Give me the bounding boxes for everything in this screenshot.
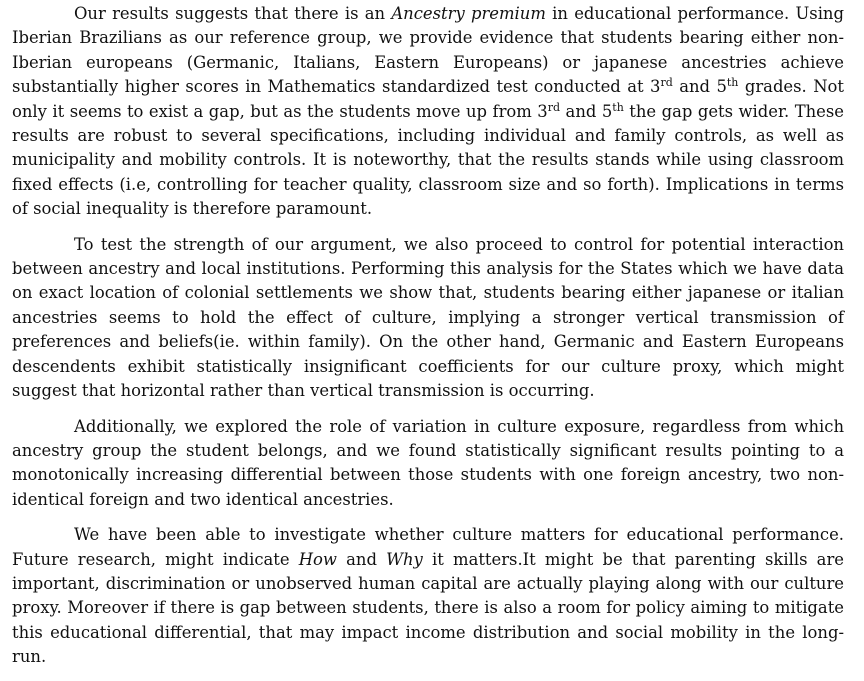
superscript-th: th [612, 100, 624, 114]
superscript-th: th [726, 76, 739, 90]
text-run: the gap gets wider. These results are robust to several specifications, including individual and family controls, as well as municipality and mobility controls. It is noteworthy, that the results stands while using classroom fixed effects (i.e, controlling for teacher quality, classroom size and so forth). Implications in terms of social inequality is therefore paramount. [12, 101, 844, 219]
emphasis-ancestry-premium: Ancestry premium [391, 4, 546, 23]
text-run: it matters.It might be that parenting skills are important, discrimination or unobserved human capital are actually playing along with our culture proxy. Moreover if there is gap between students, there is also a room for policy aiming to mitigate this educational differential, that may impact income distribution and social mobility in the long-run. [12, 549, 844, 667]
text-run: and [336, 549, 387, 569]
text-run: in educational performance. Using Iberian Brazilians as our reference group, we provide evidence that students bearing either non-Iberian europeans (Germanic, Italians, Eastern Europeans) or japanese ancestries achieve substantially higher scores in Mathematics standardized test conducted at 3 [12, 4, 844, 97]
text-run: and 5 [672, 77, 727, 97]
paragraph-ancestry-premium [12, 2, 844, 222]
superscript-rd: rd [660, 76, 673, 90]
emphasis-how: How [298, 549, 337, 569]
paragraph-culture-exposure: Additionally, we explored the role of variation in culture exposure, regardless from which ancestry group the student belongs, and we found statistically significant results pointing to a monotonically increasing differential between those students with one foreign ancestry, two non-identical foreign and two identical ancestries. [12, 416, 844, 509]
text-run: Our results suggests that there is an [74, 4, 392, 23]
paragraph-institutions: To test the strength of our argument, we also proceed to control for potential interaction between ancestry and local institutions. Performing this analysis for the States which we have data on exact location of colonial settlements we show that, students bearing either japanese or italian ancestries seems to hold the effect of culture, implying a stronger vertical transmission of preferences and beliefs(ie. within family). On the other hand, Germanic and Eastern Europeans descendents exhibit statistically insignificant coefficients for our culture proxy, which might suggest that horizontal rather than vertical transmission is occurring. [12, 234, 844, 401]
paragraph-future-research [12, 523, 844, 669]
text-run: grades. Not only it seems to exist a gap, but as the students move up from 3 [12, 77, 844, 121]
text-run: and 5 [560, 101, 613, 121]
document-page [12, 2, 844, 681]
superscript-rd: rd [547, 100, 561, 114]
emphasis-why: Why [386, 549, 423, 569]
text-run: We have been able to investigate whether culture matters for educational performance. Future research, might indicate [12, 525, 844, 569]
